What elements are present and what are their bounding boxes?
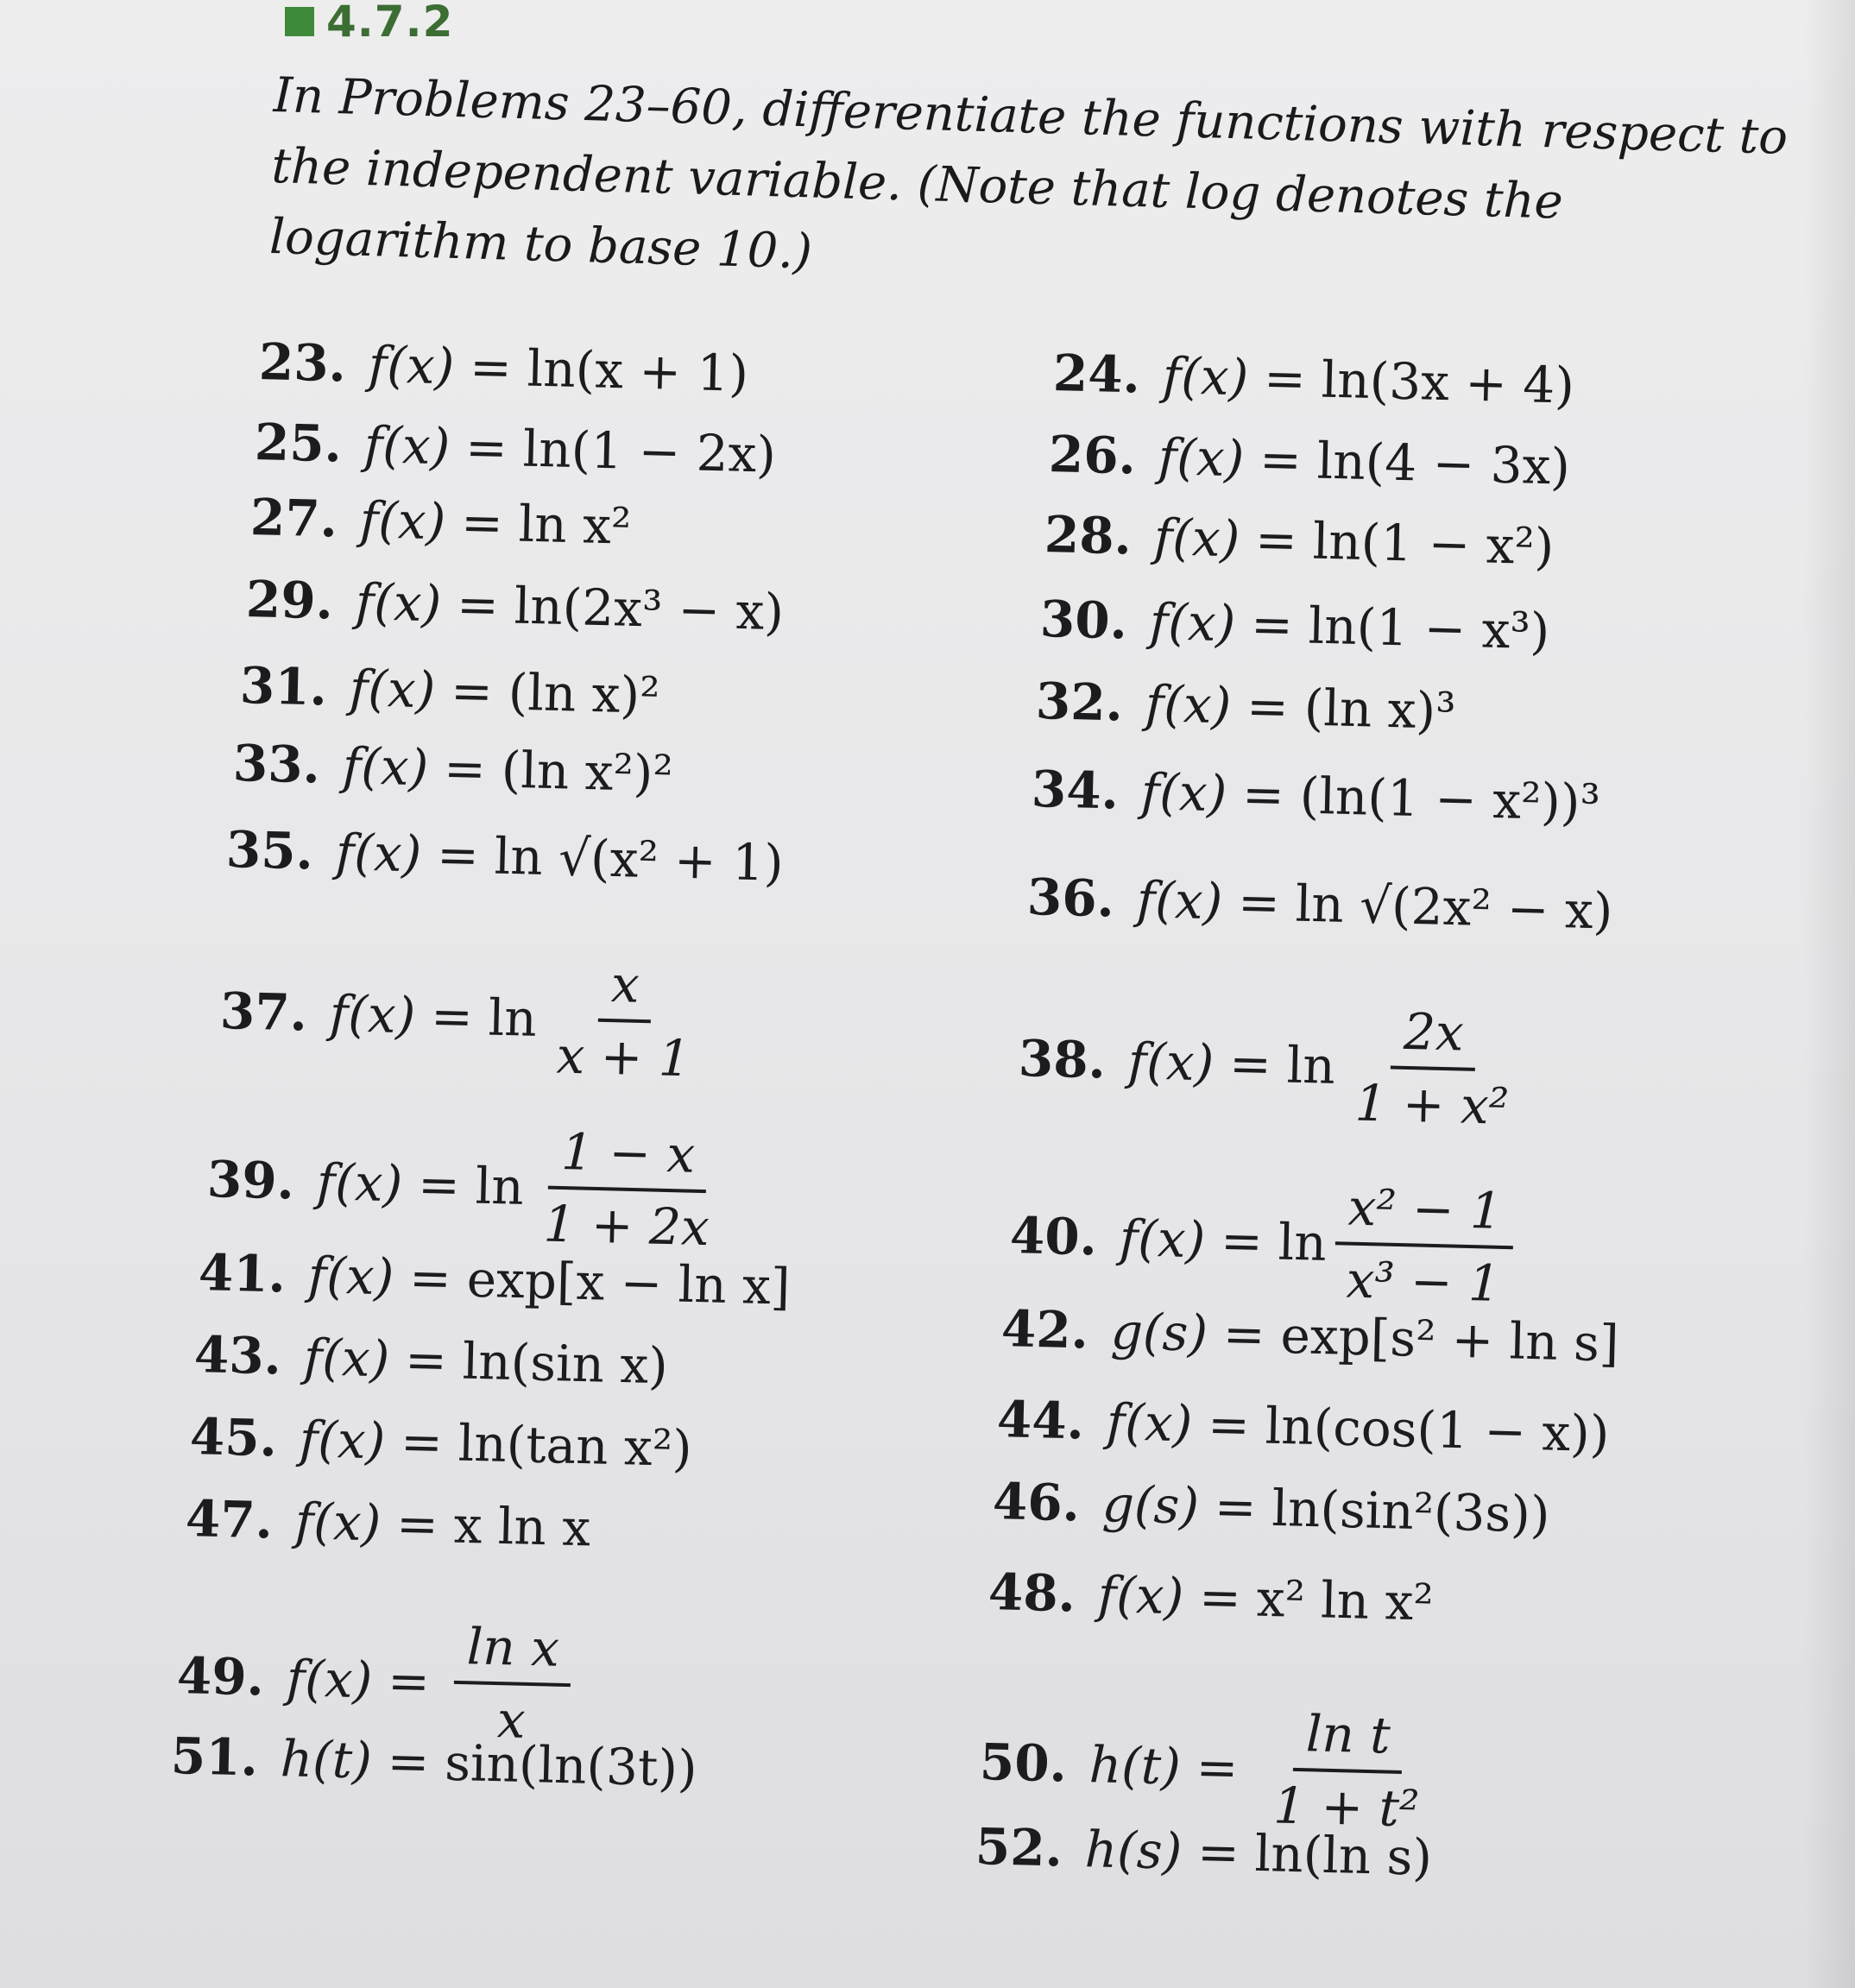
equals-sign: = (450, 660, 494, 722)
problem-26 (1048, 425, 1571, 496)
problem-expression (1084, 1820, 1433, 1887)
fraction (452, 1617, 572, 1751)
equals-sign: = (1220, 1210, 1264, 1272)
function-name: f(x) (1140, 762, 1228, 824)
problem-expression (1097, 1565, 1434, 1631)
problem-expression (1140, 762, 1601, 832)
problem-32 (1035, 672, 1456, 741)
equals-sign: = (469, 337, 513, 398)
function-name: f(x) (1145, 674, 1233, 735)
function-body: (ln(1 − x²))³ (1299, 766, 1601, 833)
problem-number: 34. (1031, 760, 1120, 821)
function-body: ln(3x + 4) (1321, 350, 1575, 415)
denominator: 1 + 2x (542, 1194, 710, 1258)
problem-expression (280, 1729, 697, 1798)
problem-expression (1149, 592, 1550, 660)
equals-sign: = (1237, 872, 1281, 933)
problem-30 (1039, 590, 1550, 660)
problem-number: 46. (992, 1472, 1081, 1533)
problem-37 (218, 945, 704, 1089)
function-body: exp[x − ln x] (466, 1249, 792, 1316)
problem-number: 31. (239, 656, 328, 717)
problem-expression (1110, 1302, 1619, 1373)
problem-27 (249, 488, 632, 556)
problem-expression (1106, 1392, 1610, 1463)
function-name: f(x) (1149, 592, 1237, 653)
problem-46 (992, 1472, 1550, 1544)
function-body: ln(tan x²) (457, 1413, 693, 1479)
function-body: ln(ln s) (1253, 1823, 1433, 1887)
function-body: (ln x²)² (501, 740, 674, 804)
equals-sign: = (386, 1732, 431, 1792)
function-body: ln(1 − x²) (1312, 511, 1555, 577)
equals-sign: = (460, 492, 504, 553)
function-name: f(x) (316, 1152, 404, 1214)
denominator: 1 + x² (1353, 1073, 1510, 1136)
function-body: x² ln x² (1256, 1568, 1435, 1632)
fraction (531, 1121, 724, 1257)
fraction (544, 953, 705, 1088)
fraction (1342, 1000, 1524, 1136)
problem-expression (1088, 1699, 1434, 1839)
numerator: 1 − x (548, 1122, 708, 1193)
function-body: ln √(2x² − x) (1295, 874, 1614, 941)
problem-51 (170, 1726, 697, 1798)
equals-sign: = (417, 1154, 461, 1215)
problem-47 (185, 1489, 591, 1557)
function-name: f(x) (307, 1246, 395, 1307)
function-name: g(s) (1101, 1474, 1200, 1536)
problem-number: 44. (996, 1390, 1085, 1451)
problem-36 (1026, 868, 1613, 941)
problem-52 (975, 1817, 1433, 1887)
problem-expression (359, 490, 632, 556)
problem-45 (189, 1407, 692, 1478)
equals-sign: = (1250, 594, 1294, 655)
function-body: x ln x (453, 1495, 591, 1558)
problem-34 (1031, 760, 1600, 832)
equals-sign: = (456, 574, 500, 635)
problem-expression (1153, 508, 1555, 576)
problem-40 (1008, 1170, 1515, 1313)
problem-expression (1126, 995, 1524, 1136)
function-name: f(x) (1119, 1209, 1207, 1270)
function-name: h(s) (1084, 1820, 1183, 1881)
function-name: f(x) (329, 984, 417, 1045)
problem-number: 35. (225, 820, 314, 881)
equals-sign: = (1228, 1033, 1272, 1095)
problem-48 (987, 1562, 1434, 1632)
function-name: f(x) (303, 1328, 391, 1389)
problem-number: 37. (219, 981, 308, 1043)
problem-number: 36. (1026, 868, 1115, 929)
problem-expression (299, 1410, 692, 1478)
problem-number: 27. (249, 488, 338, 549)
numerator: 2x (1391, 1002, 1477, 1071)
problem-24 (1052, 344, 1575, 415)
function-name: f(x) (286, 1649, 374, 1710)
equals-sign: = (1259, 429, 1303, 490)
denominator: x³ − 1 (1345, 1250, 1501, 1313)
denominator: x + 1 (555, 1026, 691, 1089)
function-body: ln(sin x) (462, 1331, 669, 1396)
problem-expression (303, 1328, 669, 1395)
problem-number: 52. (975, 1817, 1063, 1878)
problem-number: 41. (198, 1243, 287, 1304)
numerator: ln t (1293, 1704, 1404, 1774)
problem-expression (315, 1116, 724, 1257)
function-body: ln(2x³ − x) (514, 576, 785, 642)
function-body: sin(ln(3t)) (444, 1732, 698, 1798)
problem-42 (1000, 1299, 1619, 1373)
function-body: ln(cos(1 − x)) (1265, 1396, 1611, 1464)
problem-expression (307, 1246, 791, 1316)
problem-number: 23. (258, 332, 347, 394)
problem-number: 26. (1048, 425, 1137, 486)
equals-sign: = (464, 417, 508, 478)
equals-sign: = (408, 1247, 452, 1309)
function-body: ln(1 − 2x) (522, 419, 777, 484)
problem-expression (328, 948, 705, 1089)
function-name: h(t) (1088, 1735, 1182, 1796)
problem-expression (1101, 1474, 1550, 1544)
function-body: ln(x + 1) (527, 338, 749, 403)
function-name: f(x) (368, 335, 456, 396)
equals-sign: = (1198, 1567, 1242, 1628)
function-name: f(x) (359, 490, 447, 552)
section-number: 4.7.2 (326, 0, 454, 47)
problem-number: 25. (254, 413, 343, 474)
problem-50 (978, 1696, 1434, 1839)
problem-number: 48. (987, 1562, 1076, 1624)
denominator: x (496, 1690, 527, 1750)
problem-23 (258, 332, 749, 403)
problem-44 (996, 1390, 1610, 1463)
problem-number: 29. (245, 570, 334, 631)
ln-prefix: ln (475, 1156, 525, 1216)
equals-sign: = (1214, 1477, 1258, 1537)
function-name: f(x) (299, 1410, 387, 1471)
function-name: f(x) (294, 1492, 382, 1553)
problem-number: 40. (1009, 1206, 1098, 1267)
numerator: ln x (454, 1617, 572, 1687)
function-name: f(x) (363, 415, 451, 476)
problem-expression (1118, 1172, 1515, 1313)
problem-31 (239, 656, 660, 725)
equals-sign: = (443, 738, 487, 799)
ln-prefix: ln (1278, 1212, 1328, 1272)
function-name: f(x) (1097, 1565, 1185, 1626)
fraction (1334, 1177, 1515, 1313)
numerator: x² − 1 (1335, 1177, 1515, 1249)
problem-expression (1136, 870, 1613, 940)
problem-expression (368, 335, 749, 403)
function-name: f(x) (1162, 346, 1250, 407)
problem-number: 33. (232, 734, 321, 795)
problem-39 (205, 1114, 723, 1258)
problem-expression (355, 572, 785, 641)
problem-number: 28. (1044, 505, 1133, 566)
problem-29 (245, 570, 785, 641)
problem-expression (294, 1492, 591, 1557)
equals-sign: = (1241, 764, 1285, 825)
equals-sign: = (1222, 1304, 1266, 1365)
function-body: exp[s² + ln s] (1279, 1305, 1620, 1373)
equals-sign: = (1246, 676, 1290, 737)
numerator: x (598, 955, 653, 1023)
equals-sign: = (387, 1650, 431, 1712)
problem-number: 38. (1018, 1029, 1107, 1090)
problem-35 (225, 820, 784, 893)
problem-number: 51. (170, 1726, 259, 1788)
equals-sign: = (1195, 1738, 1240, 1798)
problem-25 (254, 413, 777, 484)
function-name: f(x) (1136, 870, 1224, 931)
problem-expression (1158, 427, 1571, 496)
problem-number: 42. (1000, 1299, 1089, 1360)
function-name: f(x) (342, 736, 430, 798)
problem-number: 43. (193, 1325, 282, 1386)
problem-number: 45. (189, 1407, 278, 1468)
fraction (1260, 1703, 1434, 1839)
function-body: ln(sin²(3s)) (1271, 1478, 1551, 1544)
function-name: f(x) (1106, 1392, 1194, 1454)
problem-expression (1145, 674, 1456, 741)
problem-number: 30. (1039, 590, 1128, 651)
problem-43 (193, 1325, 668, 1395)
function-name: f(x) (1127, 1032, 1215, 1093)
function-name: g(s) (1110, 1302, 1208, 1363)
problem-28 (1044, 505, 1555, 576)
equals-sign: = (395, 1493, 439, 1555)
problem-33 (232, 734, 673, 803)
problem-expression (335, 823, 784, 893)
problem-number: 47. (185, 1489, 274, 1550)
denominator: 1 + t² (1272, 1776, 1421, 1839)
problem-number: 49. (176, 1646, 265, 1707)
function-name: f(x) (1153, 508, 1241, 569)
function-body: ln(1 − x³) (1308, 596, 1551, 661)
problem-number: 39. (206, 1150, 295, 1211)
function-body: ln(4 − 3x) (1316, 431, 1571, 496)
problem-expression (342, 736, 673, 803)
equals-sign: = (1207, 1394, 1251, 1455)
equals-sign: = (1254, 509, 1298, 571)
problem-expression (363, 415, 777, 484)
problem-expression (1162, 346, 1575, 415)
equals-sign: = (436, 824, 480, 886)
function-name: f(x) (1158, 427, 1246, 489)
function-body: ln √(x² + 1) (494, 826, 785, 893)
function-body: (ln x)³ (1303, 678, 1457, 741)
ln-prefix: ln (488, 988, 538, 1048)
function-body: ln x² (518, 494, 632, 556)
problem-38 (1017, 993, 1524, 1136)
equals-sign: = (400, 1411, 444, 1473)
equals-sign: = (1196, 1822, 1240, 1883)
equals-sign: = (404, 1329, 448, 1391)
problem-expression (349, 659, 660, 725)
function-name: f(x) (335, 823, 423, 884)
problem-number: 24. (1052, 344, 1141, 405)
problem-number: 50. (979, 1732, 1068, 1794)
equals-sign: = (430, 986, 474, 1047)
equals-sign: = (1263, 348, 1307, 409)
ln-prefix: ln (1286, 1035, 1336, 1095)
function-body: (ln x)² (508, 662, 661, 725)
function-name: f(x) (349, 659, 437, 720)
problem-number: 32. (1035, 672, 1124, 733)
function-name: f(x) (355, 572, 443, 634)
function-name: h(t) (280, 1729, 373, 1790)
instructions-paragraph: In Problems 23–60, differentiate the functions with respect to the independent variable. (Note that log denotes the logarithm to base 10.) (268, 66, 1789, 281)
